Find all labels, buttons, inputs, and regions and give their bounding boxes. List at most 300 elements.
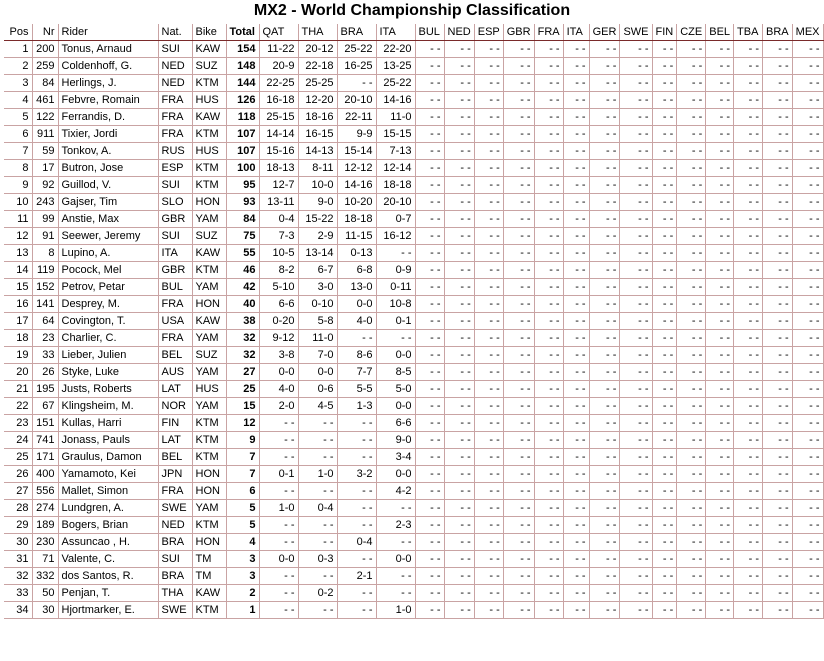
empty-result-cell: - - bbox=[444, 160, 474, 177]
empty-result-cell: - - bbox=[474, 126, 503, 143]
empty-result-cell: - - bbox=[503, 551, 534, 568]
empty-result-cell: - - bbox=[763, 602, 793, 619]
empty-result-cell: - - bbox=[792, 500, 823, 517]
table-cell: 17 bbox=[32, 160, 58, 177]
empty-result-cell: - - bbox=[474, 92, 503, 109]
empty-result-cell: - - bbox=[734, 534, 763, 551]
standings-table bbox=[4, 24, 824, 619]
column-header: BRA bbox=[763, 24, 793, 41]
table-cell: 59 bbox=[32, 143, 58, 160]
empty-result-cell: - - bbox=[589, 75, 620, 92]
table-cell: 16-18 bbox=[259, 92, 298, 109]
table-cell: 195 bbox=[32, 381, 58, 398]
empty-result-cell: - - bbox=[652, 58, 677, 75]
table-cell: 1 bbox=[226, 602, 259, 619]
table-cell: GBR bbox=[158, 262, 192, 279]
empty-result-cell: - - bbox=[652, 449, 677, 466]
empty-result-cell: - - bbox=[474, 483, 503, 500]
table-cell: KAW bbox=[192, 245, 226, 262]
table-cell: 5-10 bbox=[259, 279, 298, 296]
empty-result-cell: - - bbox=[792, 364, 823, 381]
table-cell: 9-9 bbox=[337, 126, 376, 143]
table-cell: 118 bbox=[226, 109, 259, 126]
empty-result-cell: - - bbox=[589, 534, 620, 551]
empty-result-cell: - - bbox=[534, 160, 563, 177]
table-cell: 7 bbox=[226, 466, 259, 483]
empty-result-cell: - - bbox=[589, 41, 620, 58]
table-cell: 13-25 bbox=[376, 58, 415, 75]
table-cell: 9 bbox=[4, 177, 32, 194]
table-cell: SUZ bbox=[192, 228, 226, 245]
table-cell: 259 bbox=[32, 58, 58, 75]
empty-result-cell: - - bbox=[706, 534, 734, 551]
table-cell: 26 bbox=[32, 364, 58, 381]
empty-result-cell: - - bbox=[563, 245, 589, 262]
empty-result-cell: - - bbox=[620, 398, 652, 415]
empty-result-cell: - - bbox=[589, 466, 620, 483]
empty-result-cell: - - bbox=[706, 568, 734, 585]
table-row bbox=[4, 279, 823, 296]
empty-result-cell: - - bbox=[589, 211, 620, 228]
table-cell: - - bbox=[298, 449, 337, 466]
table-cell: KAW bbox=[192, 313, 226, 330]
empty-result-cell: - - bbox=[534, 126, 563, 143]
table-cell: 23 bbox=[4, 415, 32, 432]
table-row bbox=[4, 92, 823, 109]
table-cell: 2-1 bbox=[337, 568, 376, 585]
empty-result-cell: - - bbox=[415, 194, 444, 211]
empty-result-cell: - - bbox=[620, 313, 652, 330]
table-cell: 332 bbox=[32, 568, 58, 585]
empty-result-cell: - - bbox=[677, 415, 706, 432]
table-cell: YAM bbox=[192, 364, 226, 381]
empty-result-cell: - - bbox=[415, 602, 444, 619]
table-cell: Pocock, Mel bbox=[58, 262, 158, 279]
empty-result-cell: - - bbox=[763, 126, 793, 143]
table-cell: YAM bbox=[192, 500, 226, 517]
column-header: TBA bbox=[734, 24, 763, 41]
empty-result-cell: - - bbox=[734, 466, 763, 483]
empty-result-cell: - - bbox=[763, 211, 793, 228]
table-cell: 1-0 bbox=[298, 466, 337, 483]
empty-result-cell: - - bbox=[620, 602, 652, 619]
table-row bbox=[4, 534, 823, 551]
empty-result-cell: - - bbox=[763, 432, 793, 449]
empty-result-cell: - - bbox=[503, 109, 534, 126]
empty-result-cell: - - bbox=[763, 75, 793, 92]
empty-result-cell: - - bbox=[620, 211, 652, 228]
empty-result-cell: - - bbox=[706, 126, 734, 143]
table-cell: 18-18 bbox=[376, 177, 415, 194]
empty-result-cell: - - bbox=[706, 228, 734, 245]
empty-result-cell: - - bbox=[503, 602, 534, 619]
empty-result-cell: - - bbox=[503, 143, 534, 160]
empty-result-cell: - - bbox=[763, 279, 793, 296]
empty-result-cell: - - bbox=[677, 160, 706, 177]
table-cell: SUI bbox=[158, 551, 192, 568]
empty-result-cell: - - bbox=[474, 296, 503, 313]
table-cell: 15-14 bbox=[337, 143, 376, 160]
empty-result-cell: - - bbox=[415, 347, 444, 364]
table-cell: 0-0 bbox=[259, 551, 298, 568]
table-cell: 29 bbox=[4, 517, 32, 534]
table-cell: NED bbox=[158, 58, 192, 75]
empty-result-cell: - - bbox=[734, 330, 763, 347]
empty-result-cell: - - bbox=[677, 279, 706, 296]
table-cell: 3-4 bbox=[376, 449, 415, 466]
table-cell: SUI bbox=[158, 177, 192, 194]
empty-result-cell: - - bbox=[652, 398, 677, 415]
table-cell: 0-6 bbox=[298, 381, 337, 398]
empty-result-cell: - - bbox=[589, 551, 620, 568]
empty-result-cell: - - bbox=[706, 245, 734, 262]
empty-result-cell: - - bbox=[415, 160, 444, 177]
empty-result-cell: - - bbox=[792, 398, 823, 415]
empty-result-cell: - - bbox=[589, 500, 620, 517]
empty-result-cell: - - bbox=[534, 75, 563, 92]
empty-result-cell: - - bbox=[503, 262, 534, 279]
empty-result-cell: - - bbox=[589, 415, 620, 432]
table-cell: KTM bbox=[192, 449, 226, 466]
empty-result-cell: - - bbox=[792, 432, 823, 449]
table-cell: 10-5 bbox=[259, 245, 298, 262]
empty-result-cell: - - bbox=[652, 602, 677, 619]
empty-result-cell: - - bbox=[415, 177, 444, 194]
table-cell: NOR bbox=[158, 398, 192, 415]
table-cell: GBR bbox=[158, 211, 192, 228]
empty-result-cell: - - bbox=[620, 245, 652, 262]
table-cell: 0-1 bbox=[376, 313, 415, 330]
table-row bbox=[4, 415, 823, 432]
table-cell: 2 bbox=[226, 585, 259, 602]
table-cell: 12 bbox=[4, 228, 32, 245]
empty-result-cell: - - bbox=[620, 75, 652, 92]
table-cell: 107 bbox=[226, 126, 259, 143]
table-cell: 25-25 bbox=[298, 75, 337, 92]
table-cell: 84 bbox=[32, 75, 58, 92]
table-cell: 75 bbox=[226, 228, 259, 245]
table-cell: 9-0 bbox=[376, 432, 415, 449]
table-cell: 152 bbox=[32, 279, 58, 296]
empty-result-cell: - - bbox=[734, 143, 763, 160]
table-cell: Yamamoto, Kei bbox=[58, 466, 158, 483]
empty-result-cell: - - bbox=[444, 381, 474, 398]
empty-result-cell: - - bbox=[734, 279, 763, 296]
empty-result-cell: - - bbox=[474, 143, 503, 160]
empty-result-cell: - - bbox=[563, 432, 589, 449]
table-cell: 154 bbox=[226, 41, 259, 58]
empty-result-cell: - - bbox=[677, 245, 706, 262]
empty-result-cell: - - bbox=[534, 415, 563, 432]
table-cell: - - bbox=[259, 483, 298, 500]
empty-result-cell: - - bbox=[763, 160, 793, 177]
empty-result-cell: - - bbox=[652, 228, 677, 245]
column-header: Nr bbox=[32, 24, 58, 41]
table-cell: 11-0 bbox=[376, 109, 415, 126]
empty-result-cell: - - bbox=[734, 568, 763, 585]
table-cell: 12-20 bbox=[298, 92, 337, 109]
empty-result-cell: - - bbox=[415, 330, 444, 347]
empty-result-cell: - - bbox=[589, 126, 620, 143]
empty-result-cell: - - bbox=[706, 194, 734, 211]
table-cell: 10-20 bbox=[337, 194, 376, 211]
empty-result-cell: - - bbox=[734, 517, 763, 534]
table-cell: 0-0 bbox=[376, 347, 415, 364]
table-cell: YAM bbox=[192, 211, 226, 228]
table-cell: HON bbox=[192, 534, 226, 551]
table-cell: 46 bbox=[226, 262, 259, 279]
table-cell: 32 bbox=[226, 330, 259, 347]
table-cell: 7-7 bbox=[337, 364, 376, 381]
table-cell: 0-11 bbox=[376, 279, 415, 296]
table-cell: 13-11 bbox=[259, 194, 298, 211]
table-cell: ITA bbox=[158, 245, 192, 262]
table-cell: Lieber, Julien bbox=[58, 347, 158, 364]
empty-result-cell: - - bbox=[444, 177, 474, 194]
table-cell: 32 bbox=[4, 568, 32, 585]
empty-result-cell: - - bbox=[415, 534, 444, 551]
empty-result-cell: - - bbox=[677, 466, 706, 483]
table-row bbox=[4, 585, 823, 602]
table-cell: Mallet, Simon bbox=[58, 483, 158, 500]
column-header: Pos bbox=[4, 24, 32, 41]
table-cell: 9-0 bbox=[298, 194, 337, 211]
empty-result-cell: - - bbox=[589, 160, 620, 177]
empty-result-cell: - - bbox=[563, 449, 589, 466]
empty-result-cell: - - bbox=[503, 398, 534, 415]
empty-result-cell: - - bbox=[763, 262, 793, 279]
table-cell: - - bbox=[298, 534, 337, 551]
table-cell: 3-8 bbox=[259, 347, 298, 364]
table-cell: 14-14 bbox=[259, 126, 298, 143]
table-cell: 189 bbox=[32, 517, 58, 534]
empty-result-cell: - - bbox=[503, 160, 534, 177]
table-cell: - - bbox=[337, 75, 376, 92]
empty-result-cell: - - bbox=[652, 585, 677, 602]
empty-result-cell: - - bbox=[503, 534, 534, 551]
empty-result-cell: - - bbox=[763, 517, 793, 534]
empty-result-cell: - - bbox=[415, 449, 444, 466]
table-row bbox=[4, 160, 823, 177]
empty-result-cell: - - bbox=[444, 313, 474, 330]
empty-result-cell: - - bbox=[763, 415, 793, 432]
table-cell: - - bbox=[259, 517, 298, 534]
empty-result-cell: - - bbox=[677, 534, 706, 551]
table-cell: - - bbox=[337, 415, 376, 432]
empty-result-cell: - - bbox=[444, 347, 474, 364]
empty-result-cell: - - bbox=[415, 143, 444, 160]
table-cell: - - bbox=[259, 449, 298, 466]
empty-result-cell: - - bbox=[563, 126, 589, 143]
table-cell: 0-1 bbox=[259, 466, 298, 483]
empty-result-cell: - - bbox=[563, 466, 589, 483]
empty-result-cell: - - bbox=[563, 330, 589, 347]
empty-result-cell: - - bbox=[620, 415, 652, 432]
table-cell: LAT bbox=[158, 432, 192, 449]
empty-result-cell: - - bbox=[792, 75, 823, 92]
table-row bbox=[4, 75, 823, 92]
table-cell: 23 bbox=[32, 330, 58, 347]
table-cell: Butron, Jose bbox=[58, 160, 158, 177]
empty-result-cell: - - bbox=[589, 347, 620, 364]
empty-result-cell: - - bbox=[706, 381, 734, 398]
table-cell: - - bbox=[298, 568, 337, 585]
empty-result-cell: - - bbox=[474, 177, 503, 194]
table-cell: 0-0 bbox=[298, 364, 337, 381]
empty-result-cell: - - bbox=[444, 58, 474, 75]
empty-result-cell: - - bbox=[763, 143, 793, 160]
empty-result-cell: - - bbox=[652, 568, 677, 585]
empty-result-cell: - - bbox=[589, 177, 620, 194]
table-cell: YAM bbox=[192, 398, 226, 415]
empty-result-cell: - - bbox=[474, 245, 503, 262]
table-cell: Penjan, T. bbox=[58, 585, 158, 602]
empty-result-cell: - - bbox=[706, 109, 734, 126]
empty-result-cell: - - bbox=[415, 211, 444, 228]
table-cell: 21 bbox=[4, 381, 32, 398]
table-cell: 0-3 bbox=[298, 551, 337, 568]
empty-result-cell: - - bbox=[415, 228, 444, 245]
empty-result-cell: - - bbox=[444, 534, 474, 551]
empty-result-cell: - - bbox=[763, 313, 793, 330]
empty-result-cell: - - bbox=[620, 381, 652, 398]
empty-result-cell: - - bbox=[734, 415, 763, 432]
column-header: FRA bbox=[534, 24, 563, 41]
table-cell: 12-14 bbox=[376, 160, 415, 177]
table-cell: 0-7 bbox=[376, 211, 415, 228]
table-cell: HON bbox=[192, 483, 226, 500]
empty-result-cell: - - bbox=[620, 517, 652, 534]
empty-result-cell: - - bbox=[792, 568, 823, 585]
empty-result-cell: - - bbox=[677, 41, 706, 58]
empty-result-cell: - - bbox=[444, 211, 474, 228]
empty-result-cell: - - bbox=[734, 194, 763, 211]
empty-result-cell: - - bbox=[474, 194, 503, 211]
table-cell: 14-13 bbox=[298, 143, 337, 160]
empty-result-cell: - - bbox=[734, 500, 763, 517]
empty-result-cell: - - bbox=[589, 245, 620, 262]
empty-result-cell: - - bbox=[534, 551, 563, 568]
table-cell: TM bbox=[192, 551, 226, 568]
empty-result-cell: - - bbox=[734, 58, 763, 75]
empty-result-cell: - - bbox=[415, 381, 444, 398]
table-cell: 95 bbox=[226, 177, 259, 194]
empty-result-cell: - - bbox=[589, 92, 620, 109]
empty-result-cell: - - bbox=[563, 517, 589, 534]
table-row bbox=[4, 211, 823, 228]
table-cell: 32 bbox=[226, 347, 259, 364]
table-cell: - - bbox=[376, 568, 415, 585]
table-cell: BRA bbox=[158, 534, 192, 551]
empty-result-cell: - - bbox=[620, 432, 652, 449]
empty-result-cell: - - bbox=[415, 585, 444, 602]
empty-result-cell: - - bbox=[534, 381, 563, 398]
empty-result-cell: - - bbox=[734, 92, 763, 109]
table-cell: 22-25 bbox=[259, 75, 298, 92]
empty-result-cell: - - bbox=[792, 551, 823, 568]
empty-result-cell: - - bbox=[474, 211, 503, 228]
empty-result-cell: - - bbox=[444, 517, 474, 534]
empty-result-cell: - - bbox=[677, 296, 706, 313]
empty-result-cell: - - bbox=[534, 466, 563, 483]
empty-result-cell: - - bbox=[589, 58, 620, 75]
empty-result-cell: - - bbox=[763, 296, 793, 313]
table-cell: HON bbox=[192, 194, 226, 211]
table-cell: 8-5 bbox=[376, 364, 415, 381]
empty-result-cell: - - bbox=[474, 398, 503, 415]
table-cell: 22-18 bbox=[298, 58, 337, 75]
empty-result-cell: - - bbox=[415, 41, 444, 58]
table-cell: TM bbox=[192, 568, 226, 585]
table-cell: - - bbox=[259, 568, 298, 585]
empty-result-cell: - - bbox=[792, 330, 823, 347]
empty-result-cell: - - bbox=[444, 466, 474, 483]
table-cell: 2 bbox=[4, 58, 32, 75]
table-cell: - - bbox=[298, 432, 337, 449]
empty-result-cell: - - bbox=[503, 568, 534, 585]
empty-result-cell: - - bbox=[563, 500, 589, 517]
table-cell: 9 bbox=[226, 432, 259, 449]
empty-result-cell: - - bbox=[734, 262, 763, 279]
table-cell: 8-2 bbox=[259, 262, 298, 279]
table-cell: - - bbox=[337, 602, 376, 619]
empty-result-cell: - - bbox=[444, 126, 474, 143]
empty-result-cell: - - bbox=[444, 279, 474, 296]
empty-result-cell: - - bbox=[474, 41, 503, 58]
empty-result-cell: - - bbox=[677, 449, 706, 466]
table-cell: Hjortmarker, E. bbox=[58, 602, 158, 619]
table-cell: 4-0 bbox=[259, 381, 298, 398]
empty-result-cell: - - bbox=[474, 364, 503, 381]
empty-result-cell: - - bbox=[677, 517, 706, 534]
empty-result-cell: - - bbox=[620, 330, 652, 347]
empty-result-cell: - - bbox=[589, 313, 620, 330]
table-cell: Tonus, Arnaud bbox=[58, 41, 158, 58]
table-cell: 64 bbox=[32, 313, 58, 330]
empty-result-cell: - - bbox=[652, 279, 677, 296]
table-cell: FRA bbox=[158, 330, 192, 347]
table-row bbox=[4, 228, 823, 245]
empty-result-cell: - - bbox=[474, 228, 503, 245]
empty-result-cell: - - bbox=[677, 143, 706, 160]
table-row bbox=[4, 483, 823, 500]
table-cell: 15-22 bbox=[298, 211, 337, 228]
table-cell: - - bbox=[337, 449, 376, 466]
empty-result-cell: - - bbox=[652, 143, 677, 160]
table-cell: 148 bbox=[226, 58, 259, 75]
table-cell: Ferrandis, D. bbox=[58, 109, 158, 126]
empty-result-cell: - - bbox=[444, 262, 474, 279]
empty-result-cell: - - bbox=[677, 483, 706, 500]
empty-result-cell: - - bbox=[706, 517, 734, 534]
empty-result-cell: - - bbox=[620, 262, 652, 279]
table-cell: ESP bbox=[158, 160, 192, 177]
empty-result-cell: - - bbox=[444, 568, 474, 585]
empty-result-cell: - - bbox=[589, 585, 620, 602]
table-cell: 0-0 bbox=[376, 398, 415, 415]
empty-result-cell: - - bbox=[503, 330, 534, 347]
column-header: BUL bbox=[415, 24, 444, 41]
empty-result-cell: - - bbox=[763, 585, 793, 602]
empty-result-cell: - - bbox=[534, 279, 563, 296]
table-cell: 0-0 bbox=[376, 466, 415, 483]
table-cell: 15-16 bbox=[259, 143, 298, 160]
table-cell: 5 bbox=[226, 517, 259, 534]
empty-result-cell: - - bbox=[763, 483, 793, 500]
table-cell: Herlings, J. bbox=[58, 75, 158, 92]
table-cell: 8-11 bbox=[298, 160, 337, 177]
column-header: BRA bbox=[337, 24, 376, 41]
